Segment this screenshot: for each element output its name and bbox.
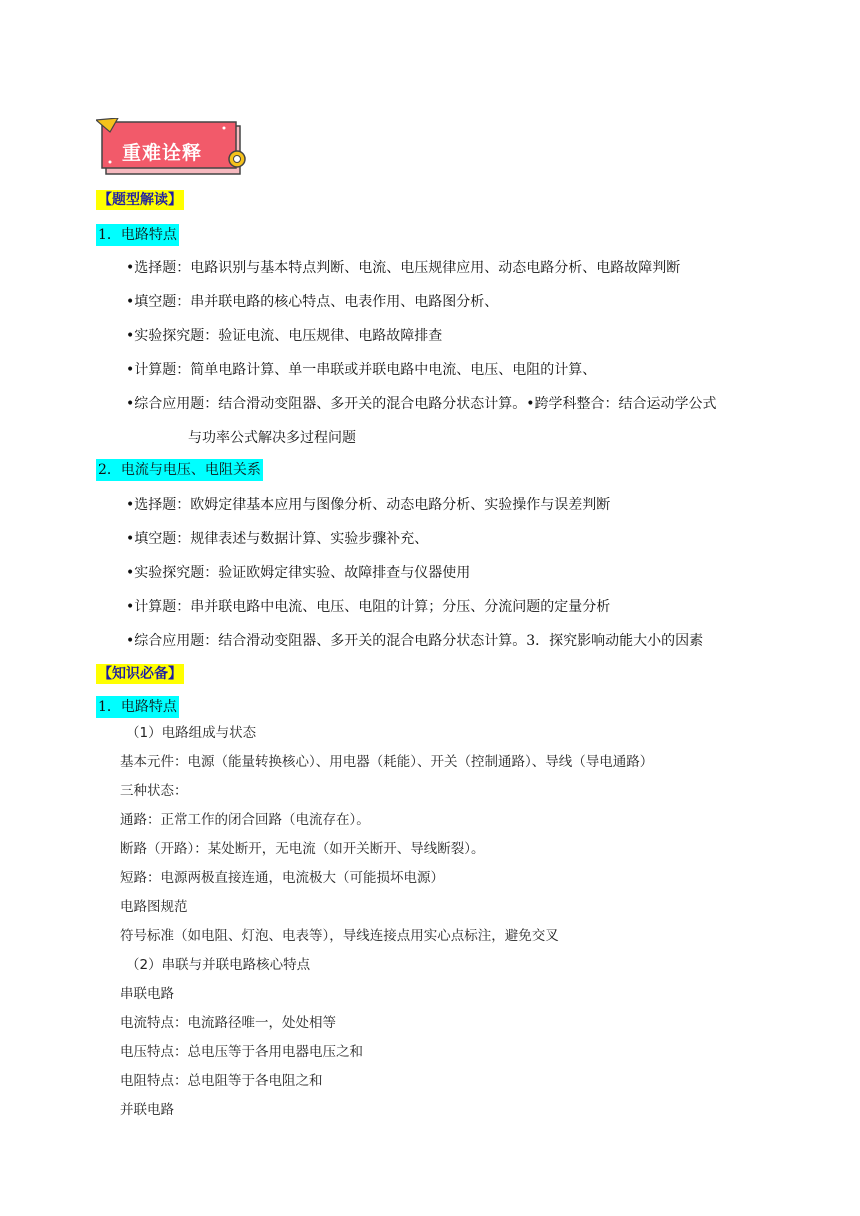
section-heading-type-reading: 【题型解读】 xyxy=(98,192,182,208)
body-text: 断路（开路）：某处断开，无电流（如开关断开、导线断裂）。 xyxy=(120,841,485,857)
list-item: •选择题：电路识别与基本特点判断、电流、电压规律应用、动态电路分析、电路故障判断 xyxy=(126,260,681,276)
body-text: 电路图规范 xyxy=(120,899,188,915)
body-text: 电阻特点：总电阻等于各电阻之和 xyxy=(120,1073,323,1089)
body-text: 短路：电源两极直接连通，电流极大（可能损坏电源） xyxy=(120,870,444,886)
heading-circuit-features: 1．电路特点 xyxy=(96,225,179,245)
body-text: 基本元件：电源（能量转换核心）、用电器（耗能）、开关（控制通路）、导线（导电通路） xyxy=(120,754,654,770)
body-text: 电压特点：总电压等于各用电器电压之和 xyxy=(120,1044,363,1060)
list-item-continuation: 与功率公式解决多过程问题 xyxy=(188,430,356,446)
subheading: （2）串联与并联电路核心特点 xyxy=(126,957,311,973)
list-item: •综合应用题：结合滑动变阻器、多开关的混合电路分状态计算。•跨学科整合：结合运动学公式 xyxy=(126,396,717,412)
subheading: （1）电路组成与状态 xyxy=(126,725,257,741)
body-text: 电流特点：电流路径唯一，处处相等 xyxy=(120,1015,336,1031)
heading-current-voltage-resistance: 2．电流与电压、电阻关系 xyxy=(96,460,263,480)
body-text: 三种状态： xyxy=(120,783,188,799)
list-item: •综合应用题：结合滑动变阻器、多开关的混合电路分状态计算。3．探究影响动能大小的因素 xyxy=(126,633,704,649)
banner-title: 重难诠释 xyxy=(122,142,203,164)
body-text: 串联电路 xyxy=(120,986,174,1002)
list-item: •实验探究题：验证电流、电压规律、电路故障排查 xyxy=(126,328,443,344)
list-item: •填空题：规律表述与数据计算、实验步骤补充、 xyxy=(126,531,429,547)
body-text: 符号标准（如电阻、灯泡、电表等），导线连接点用实心点标注，避免交叉 xyxy=(120,928,559,944)
list-item: •填空题：串并联电路的核心特点、电表作用、电路图分析、 xyxy=(126,294,499,310)
body-text: 通路：正常工作的闭合回路（电流存在）。 xyxy=(120,812,370,828)
body-text: 并联电路 xyxy=(120,1102,174,1118)
section-banner xyxy=(96,118,248,180)
heading-knowledge-circuit-features: 1．电路特点 xyxy=(96,697,179,717)
section-heading-knowledge: 【知识必备】 xyxy=(98,666,182,682)
list-item: •计算题：串并联电路中电流、电压、电阻的计算；分压、分流问题的定量分析 xyxy=(126,599,611,615)
list-item: •实验探究题：验证欧姆定律实验、故障排查与仪器使用 xyxy=(126,565,471,581)
list-item: •计算题：简单电路计算、单一串联或并联电路中电流、电压、电阻的计算、 xyxy=(126,362,597,378)
list-item: •选择题：欧姆定律基本应用与图像分析、动态电路分析、实验操作与误差判断 xyxy=(126,497,611,513)
